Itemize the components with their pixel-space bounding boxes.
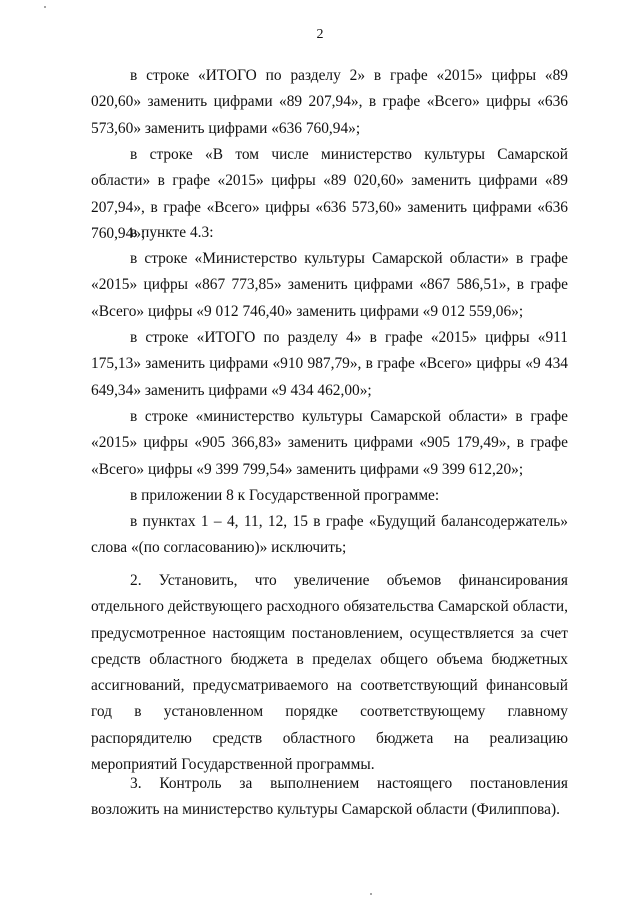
paragraph-items-balance-holder: в пунктах 1 – 4, 11, 12, 15 в графе «Будущий балансодержатель» слова «(по согласованию)» исключить;: [91, 513, 568, 557]
paragraph-clause-2: 2. Установить, что увеличение объемов финансирования отдельного действующего расходного обязательства Самарской области, предусмотренное настоящим постановлением, осуществляется за счет средств областного бюджета в пределах общего объема бюджетных ассигнований, предусматриваемого на соответствующий финансовый год в установленном порядке соответствующему главному распорядителю средств областного бюджета на реализацию мероприятий Государственной программы.: [91, 572, 568, 774]
paragraph-clause-3: 3. Контроль за выполнением настоящего постановления возложить на министерство культуры Самарской области (Филиппова).: [91, 775, 568, 819]
page-number: 2: [316, 27, 324, 42]
scan-speck: [44, 6, 46, 8]
paragraph-ministry-row-section-4: в строке «министерство культуры Самарской области» в графе «2015» цифры «905 366,83» заменить цифрами «905 179,49», в графе «Всего» цифры «9 399 799,54» заменить цифрами «9 399 612,20»;: [91, 408, 568, 478]
scan-speck: [370, 893, 372, 895]
paragraph-point-4-3: в пункте 4.3:: [130, 224, 214, 241]
paragraph-ministry-culture-section-2: в строке «В том числе министерство культуры Самарской области» в графе «2015» цифры «89 020,60» заменить цифрами «89 207,94», в графе «Всего» цифры «636 573,60» заменить цифрами «636 760,94»;: [91, 146, 568, 242]
paragraph-itogo-section-4: в строке «ИТОГО по разделу 4» в графе «2015» цифры «911 175,13» заменить цифрами «910 987,79», в графе «Всего» цифры «9 434 649,34» заменить цифрами «9 434 462,00»;: [91, 329, 568, 399]
paragraph-itogo-section-2: в строке «ИТОГО по разделу 2» в графе «2015» цифры «89 020,60» заменить цифрами «89 207,94», в графе «Всего» цифры «636 573,60» заменить цифрами «636 760,94»;: [91, 67, 568, 137]
paragraph-appendix-8: в приложении 8 к Государственной программе:: [130, 487, 440, 504]
paragraph-ministry-row-4-3: в строке «Министерство культуры Самарской области» в графе «2015» цифры «867 773,85» заменить цифрами «867 586,51», в графе «Всего» цифры «9 012 746,40» заменить цифрами «9 012 559,06»;: [91, 250, 568, 320]
